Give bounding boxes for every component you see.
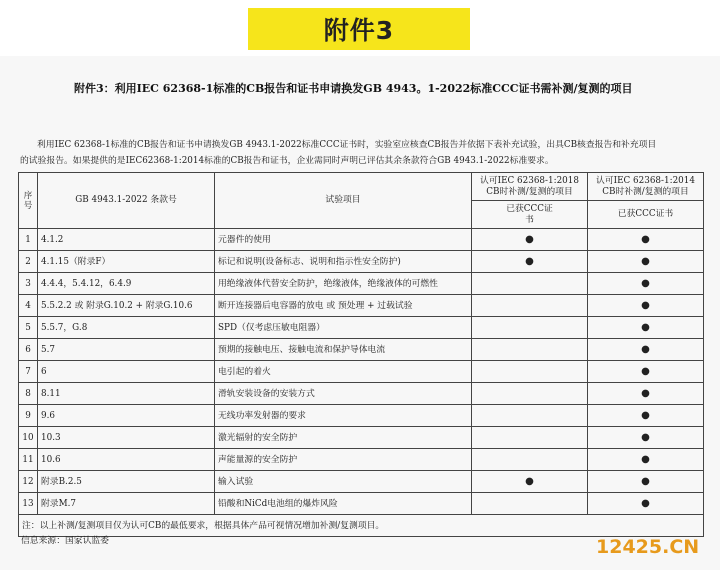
table-row <box>19 449 704 471</box>
row-clause: 4.4.4，5.4.12，6.4.9 <box>38 273 215 295</box>
bullet-mark-icon: ● <box>525 233 534 245</box>
header-ccc-2014: 已获CCC证书 <box>588 201 704 229</box>
attachment-banner: 附件3 <box>248 8 470 50</box>
row-mark-c2018 <box>472 273 588 295</box>
intro-paragraph <box>20 137 703 169</box>
bullet-mark-icon: ● <box>641 277 650 289</box>
row-test-item: 激光辐射的安全防护 <box>215 427 472 449</box>
table-row <box>19 383 704 405</box>
row-mark-c2014 <box>588 383 704 405</box>
row-mark-c2014 <box>588 493 704 515</box>
table-row <box>19 317 704 339</box>
test-items-table <box>18 172 704 537</box>
row-test-item: 声能量源的安全防护 <box>215 449 472 471</box>
row-mark-c2018 <box>472 361 588 383</box>
table-row <box>19 295 704 317</box>
header-cb2018: 认可IEC 62368-1:2018 CB时补测/复测的项目 <box>472 173 588 201</box>
row-number: 13 <box>19 493 38 515</box>
row-mark-c2014 <box>588 361 704 383</box>
header-cb2014: 认可IEC 62368-1:2014 CB时补测/复测的项目 <box>588 173 704 201</box>
header-seq: 序号 <box>19 173 38 229</box>
table-row <box>19 273 704 295</box>
row-test-item: 标记和说明(设备标志、说明和指示性安全防护) <box>215 251 472 273</box>
header-ccc-2018: 已获CCC证书 <box>472 201 588 229</box>
bullet-mark-icon: ● <box>641 475 650 487</box>
row-test-item: 输入试验 <box>215 471 472 493</box>
row-test-item: 无线功率发射器的要求 <box>215 405 472 427</box>
row-mark-c2014 <box>588 229 704 251</box>
row-number: 10 <box>19 427 38 449</box>
table-row <box>19 229 704 251</box>
row-clause: 9.6 <box>38 405 215 427</box>
watermark-suffix: .CN <box>662 536 700 558</box>
row-mark-c2018 <box>472 405 588 427</box>
bullet-mark-icon: ● <box>525 255 534 267</box>
bullet-mark-icon: ● <box>641 343 650 355</box>
row-test-item: 断开连接器后电容器的放电 或 预处理 + 过载试验 <box>215 295 472 317</box>
row-number: 1 <box>19 229 38 251</box>
bullet-mark-icon: ● <box>525 475 534 487</box>
bullet-mark-icon: ● <box>641 299 650 311</box>
row-clause: 10.3 <box>38 427 215 449</box>
bullet-mark-icon: ● <box>641 497 650 509</box>
table-row <box>19 361 704 383</box>
row-mark-c2018 <box>472 449 588 471</box>
header-clause: GB 4943.1-2022 条款号 <box>38 173 215 229</box>
row-clause: 附录M.7 <box>38 493 215 515</box>
row-test-item: SPD（仅考虑压敏电阻器） <box>215 317 472 339</box>
table-note: 注：以上补测/复测项目仅为认可CB的最低要求，根据具体产品可视情况增加补测/复测项目。 <box>19 515 704 537</box>
row-test-item: 用绝缘液体代替安全防护，绝缘液体，绝缘液体的可燃性 <box>215 273 472 295</box>
table-row <box>19 493 704 515</box>
row-number: 9 <box>19 405 38 427</box>
bullet-mark-icon: ● <box>641 431 650 443</box>
row-number: 11 <box>19 449 38 471</box>
row-clause: 5.5.7，G.8 <box>38 317 215 339</box>
row-clause: 4.1.15（附录F） <box>38 251 215 273</box>
bullet-mark-icon: ● <box>641 387 650 399</box>
row-mark-c2018 <box>472 427 588 449</box>
row-mark-c2014 <box>588 317 704 339</box>
row-test-item: 元器件的使用 <box>215 229 472 251</box>
row-mark-c2018 <box>472 229 588 251</box>
table-row <box>19 471 704 493</box>
bullet-mark-icon: ● <box>641 321 650 333</box>
row-mark-c2018 <box>472 251 588 273</box>
row-mark-c2018 <box>472 339 588 361</box>
bullet-mark-icon: ● <box>641 365 650 377</box>
row-clause: 5.7 <box>38 339 215 361</box>
site-watermark <box>596 536 699 558</box>
row-test-item: 电引起的着火 <box>215 361 472 383</box>
row-mark-c2014 <box>588 449 704 471</box>
row-mark-c2014 <box>588 339 704 361</box>
row-number: 7 <box>19 361 38 383</box>
row-mark-c2018 <box>472 295 588 317</box>
row-number: 2 <box>19 251 38 273</box>
row-mark-c2018 <box>472 493 588 515</box>
table-row <box>19 251 704 273</box>
row-mark-c2018 <box>472 317 588 339</box>
row-number: 4 <box>19 295 38 317</box>
row-test-item: 铅酸和NiCd电池组的爆炸风险 <box>215 493 472 515</box>
row-number: 8 <box>19 383 38 405</box>
row-mark-c2018 <box>472 471 588 493</box>
row-test-item: 预期的接触电压、接触电流和保护导体电流 <box>215 339 472 361</box>
bullet-mark-icon: ● <box>641 409 650 421</box>
row-mark-c2014 <box>588 405 704 427</box>
bullet-mark-icon: ● <box>641 233 650 245</box>
intro-line-2: 的试验报告。如果提供的是IEC62368-1:2014标准的CB报告和证书，企业需同时声明已评估其余条款符合GB 4943.1-2022标准要求。 <box>20 156 554 166</box>
row-test-item: 滑轨安装设备的安装方式 <box>215 383 472 405</box>
row-mark-c2014 <box>588 295 704 317</box>
source-line: 信息来源：国家认监委 <box>21 536 109 546</box>
row-number: 12 <box>19 471 38 493</box>
row-mark-c2014 <box>588 471 704 493</box>
watermark-number: 12425 <box>596 536 663 558</box>
row-mark-c2018 <box>472 383 588 405</box>
document-title: 附件3：利用IEC 62368-1标准的CB报告和证书申请换发GB 4943。1-2022标准CCC证书需补测/复测的项目 <box>74 82 633 95</box>
row-clause: 10.6 <box>38 449 215 471</box>
row-number: 6 <box>19 339 38 361</box>
row-number: 5 <box>19 317 38 339</box>
table-row <box>19 339 704 361</box>
bullet-mark-icon: ● <box>641 453 650 465</box>
table-row <box>19 427 704 449</box>
bullet-mark-icon: ● <box>641 255 650 267</box>
row-clause: 6 <box>38 361 215 383</box>
row-clause: 8.11 <box>38 383 215 405</box>
row-clause: 5.5.2.2 或 附录G.10.2 + 附录G.10.6 <box>38 295 215 317</box>
table-row <box>19 405 704 427</box>
header-item: 试验项目 <box>215 173 472 229</box>
intro-line-1: 利用IEC 62368-1标准的CB报告和证书申请换发GB 4943.1-2022标准CCC证书时，实验室应核查CB报告并依据下表补充试验，出具CB核查报告和补充项目 <box>37 140 657 150</box>
row-mark-c2014 <box>588 273 704 295</box>
row-mark-c2014 <box>588 427 704 449</box>
row-mark-c2014 <box>588 251 704 273</box>
row-number: 3 <box>19 273 38 295</box>
row-clause: 附录B.2.5 <box>38 471 215 493</box>
row-clause: 4.1.2 <box>38 229 215 251</box>
